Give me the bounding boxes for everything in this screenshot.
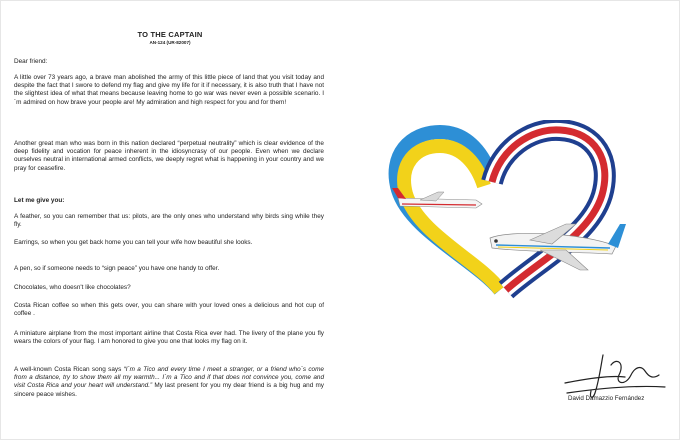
ukraine-ribbon bbox=[396, 132, 500, 290]
gift-airplane: A miniature airplane from the most important airline that Costa Rica ever had. The livery of the plane you fly wears the colors of your flag. I am honored to give you one that looks my flag on it. bbox=[14, 330, 324, 346]
gift-pen: A pen, so if someone needs to “sign peace” you have one handy to offer. bbox=[14, 265, 220, 272]
gift-feather: A feather, so you can remember that us: pilots, are the only ones who understand why birds sing while they fly. bbox=[14, 213, 324, 229]
paragraph-2: Another great man who was born in this nation declared “perpetual neutrality” which is clear evidence of the deep fidelity and vocation for peace inherent in the idiosyncrasy of our people. Even when we declare ourselves neutral in international armed conflicts, we deeply regret what is happening in your country and we pray for ceasefire. bbox=[14, 140, 324, 172]
costa-rica-ribbon bbox=[492, 130, 605, 290]
heart-ribbon-illustration bbox=[380, 120, 670, 300]
salutation: Dear friend: bbox=[14, 58, 48, 65]
signature-name: David Damazzio Fernández bbox=[568, 395, 645, 402]
gift-coffee: Costa Rican coffee so when this gets over, you can share with your loved ones a delicious and hot cup of coffee . bbox=[14, 302, 324, 318]
letter-subtitle: AN-124 (UR-82007) bbox=[149, 40, 191, 45]
closing-post: My last present for you my dear friend is a big hug and my sincere peace wishes. bbox=[14, 382, 324, 398]
handwritten-signature bbox=[555, 345, 680, 415]
gifts-heading bbox=[14, 197, 324, 205]
letter-title: TO THE CAPTAIN bbox=[137, 30, 203, 39]
gifts-heading-text: Let me give you: bbox=[14, 197, 65, 204]
closing-paragraph bbox=[14, 366, 324, 399]
gift-earrings: Earrings, so when you get back home you can tell your wife how beautiful she looks. bbox=[14, 239, 253, 246]
paragraph-1: A little over 73 years ago, a brave man abolished the army of this little piece of land that you visit today and despite the fact that I swore to defend my flag and give my life for it if necessary, it is also truth that I have not the slightest idea of what that means because leaving home to go war was never even a possible scenario. I´m admired on how brave your people are! My admiration and high respect for you and for them! bbox=[14, 74, 324, 106]
closing-quote: “I´m a Tico and every time I meet a stranger, or a friend who´s come from a distance, try to show them all my warmth... I´m a Tico and if that does not convince you, come and visit Costa Rica and your heart will understand.” bbox=[14, 366, 324, 390]
closing-pre: A well-known Costa Rican song says bbox=[14, 366, 124, 373]
gift-chocolates: Chocolates, who doesn't like chocolates? bbox=[14, 284, 131, 291]
